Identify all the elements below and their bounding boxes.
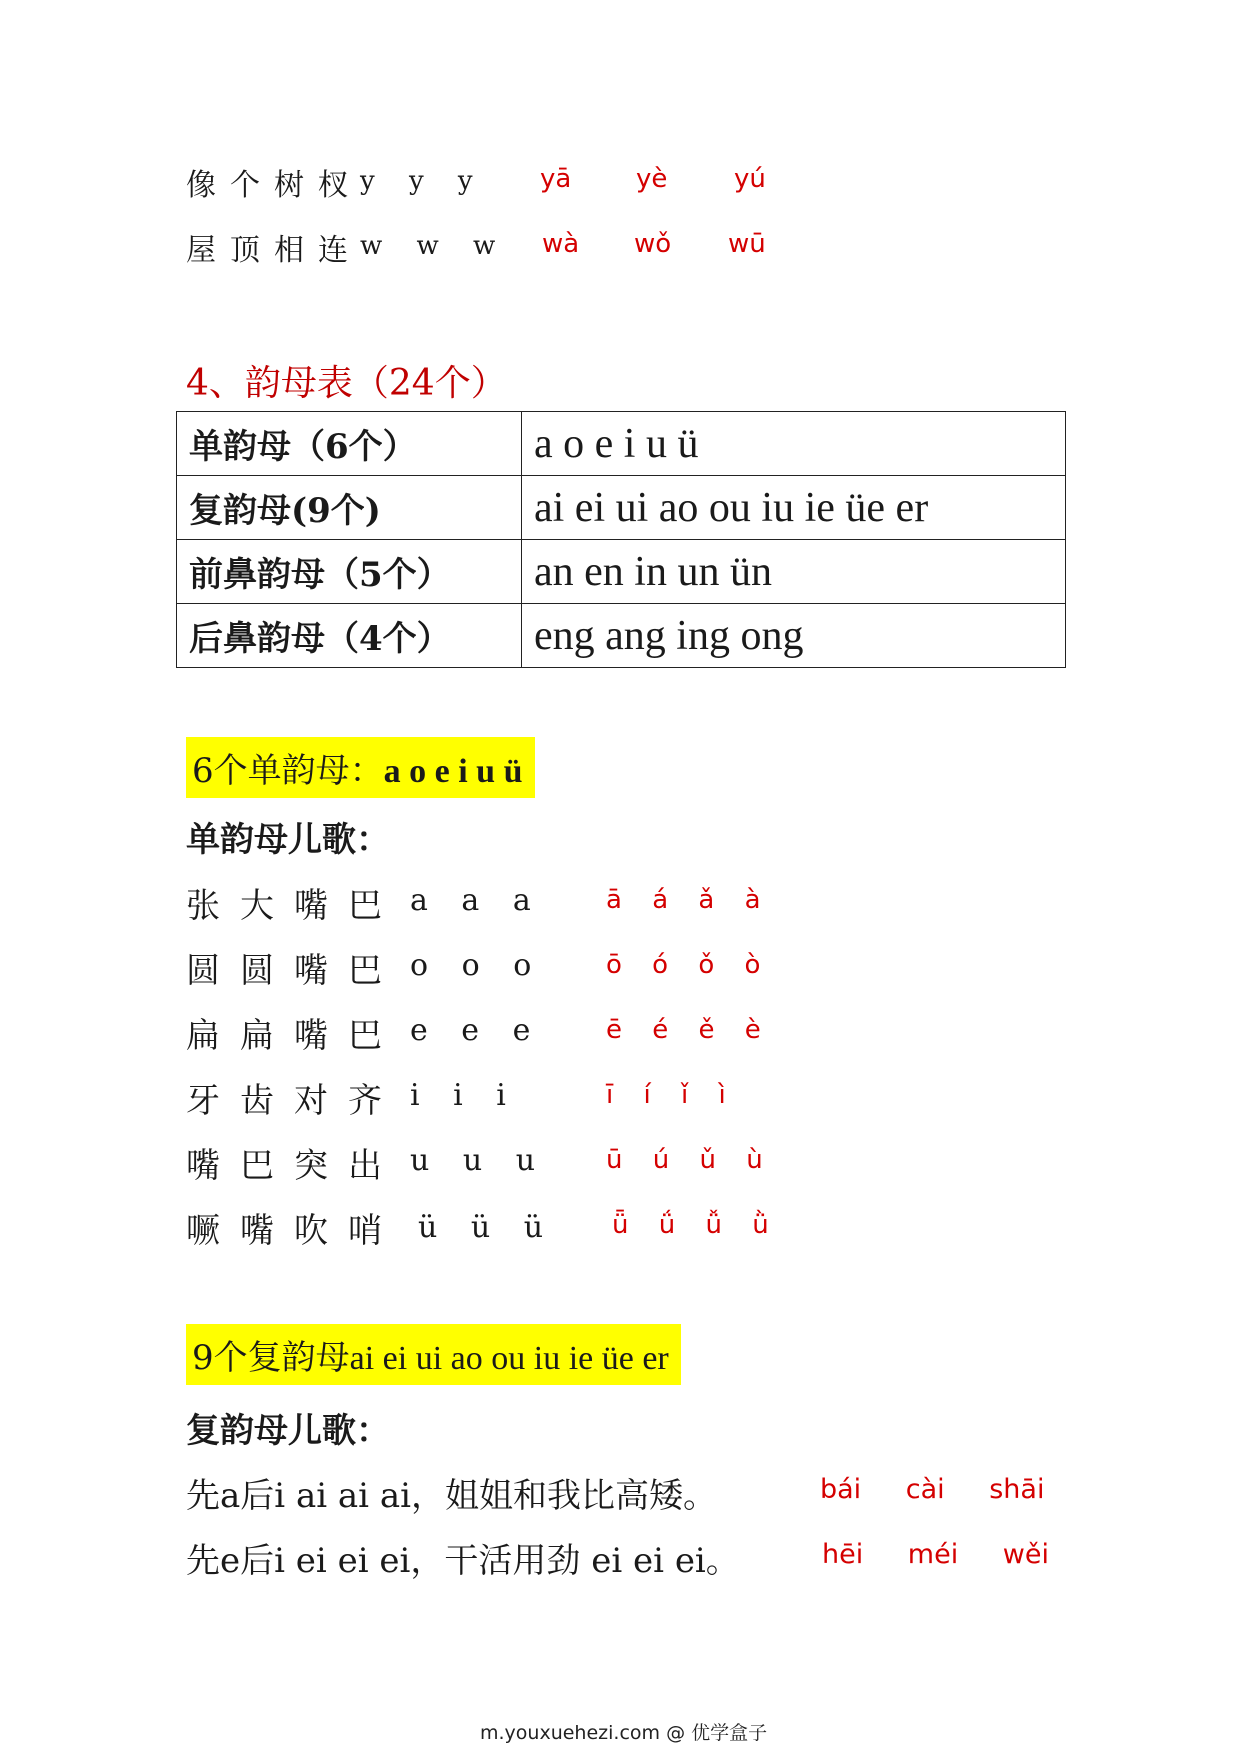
song-chant-2: 圆圆嘴巴 [186, 951, 402, 991]
song-letters-5: u u u [410, 1143, 536, 1178]
song-letters-1: a a a [410, 883, 531, 918]
intro-chant-text: 像个树杈 [186, 168, 362, 203]
heading-letters: a o e i u ü [383, 753, 523, 790]
poem-pinyin-2: hēi méi wěi [822, 1539, 1049, 1570]
intro-pinyin-2b: wǒ [634, 229, 672, 259]
intro-letters-1: y y y [360, 166, 475, 196]
song-letters-2: o o o [410, 948, 532, 983]
intro-pinyin-2a: wà [542, 229, 580, 259]
song-chant-6: 噘嘴吹哨 [186, 1211, 402, 1251]
single-finals-heading [186, 737, 535, 798]
table-cell-value: an en in un ün [522, 540, 1066, 604]
finals-table [176, 411, 1066, 668]
poem-line-2: 先e后i ei ei ei，干活用劲 ei ei ei。 [186, 1541, 740, 1581]
table-cell-value: a o e i u ü [522, 412, 1066, 476]
table-cell-label: 复韵母(9个) [177, 476, 522, 540]
compound-finals-heading [186, 1324, 681, 1385]
poem-line-1: 先a后i ai ai ai，姐姐和我比高矮。 [186, 1476, 718, 1516]
song-tones-1: ā á ǎ à [606, 885, 761, 915]
single-finals-song-title: 单韵母儿歌： [186, 820, 390, 860]
song-tones-6: ǖ ǘ ǚ ǜ [612, 1210, 769, 1240]
table-cell-value: ai ei ui ao ou iu ie üe er [522, 476, 1066, 540]
table-cell-value: eng ang ing ong [522, 604, 1066, 668]
intro-pinyin-1c: yú [734, 164, 766, 194]
table-cell-label: 后鼻韵母（4个） [177, 604, 522, 668]
song-chant-5: 嘴巴突出 [186, 1146, 402, 1186]
finals-table-title: 4、韵母表（24个） [186, 363, 507, 404]
song-chant-1: 张大嘴巴 [186, 886, 402, 926]
table-cell-label: 前鼻韵母（5个） [177, 540, 522, 604]
song-chant-3: 扁扁嘴巴 [186, 1016, 402, 1056]
song-letters-6: ü ü ü [418, 1210, 544, 1245]
intro-pinyin-2c: wū [728, 229, 766, 259]
song-letters-3: e e e [410, 1013, 531, 1048]
heading-prefix: 9个复韵母 [192, 1338, 350, 1378]
song-chant-4: 牙齿对齐 [186, 1081, 402, 1121]
table-row [177, 604, 1066, 668]
intro-chant-2 [186, 225, 362, 269]
table-row [177, 476, 1066, 540]
table-cell-label: 单韵母（6个） [177, 412, 522, 476]
footer-watermark: m.youxuehezi.com @ 优学盒子 [480, 1722, 768, 1744]
song-tones-4: ī í ǐ ì [606, 1080, 726, 1110]
intro-pinyin-1b: yè [636, 164, 668, 194]
song-tones-5: ū ú ǔ ù [606, 1145, 763, 1175]
song-letters-4: i i i [410, 1078, 506, 1113]
poem-pinyin-1: bái cài shāi [820, 1474, 1045, 1505]
intro-pinyin-1a: yā [540, 164, 572, 194]
table-row [177, 412, 1066, 476]
compound-finals-song-title: 复韵母儿歌： [186, 1411, 390, 1451]
intro-letters-2: w w w [360, 231, 498, 261]
heading-letters: ai ei ui ao ou iu ie üe er [349, 1340, 669, 1377]
song-tones-3: ē é ě è [606, 1015, 761, 1045]
heading-prefix: 6个单韵母： [192, 751, 384, 791]
table-row [177, 540, 1066, 604]
song-tones-2: ō ó ǒ ò [606, 950, 761, 980]
intro-chant-text: 屋顶相连 [186, 233, 362, 268]
intro-chant-1 [186, 160, 362, 204]
